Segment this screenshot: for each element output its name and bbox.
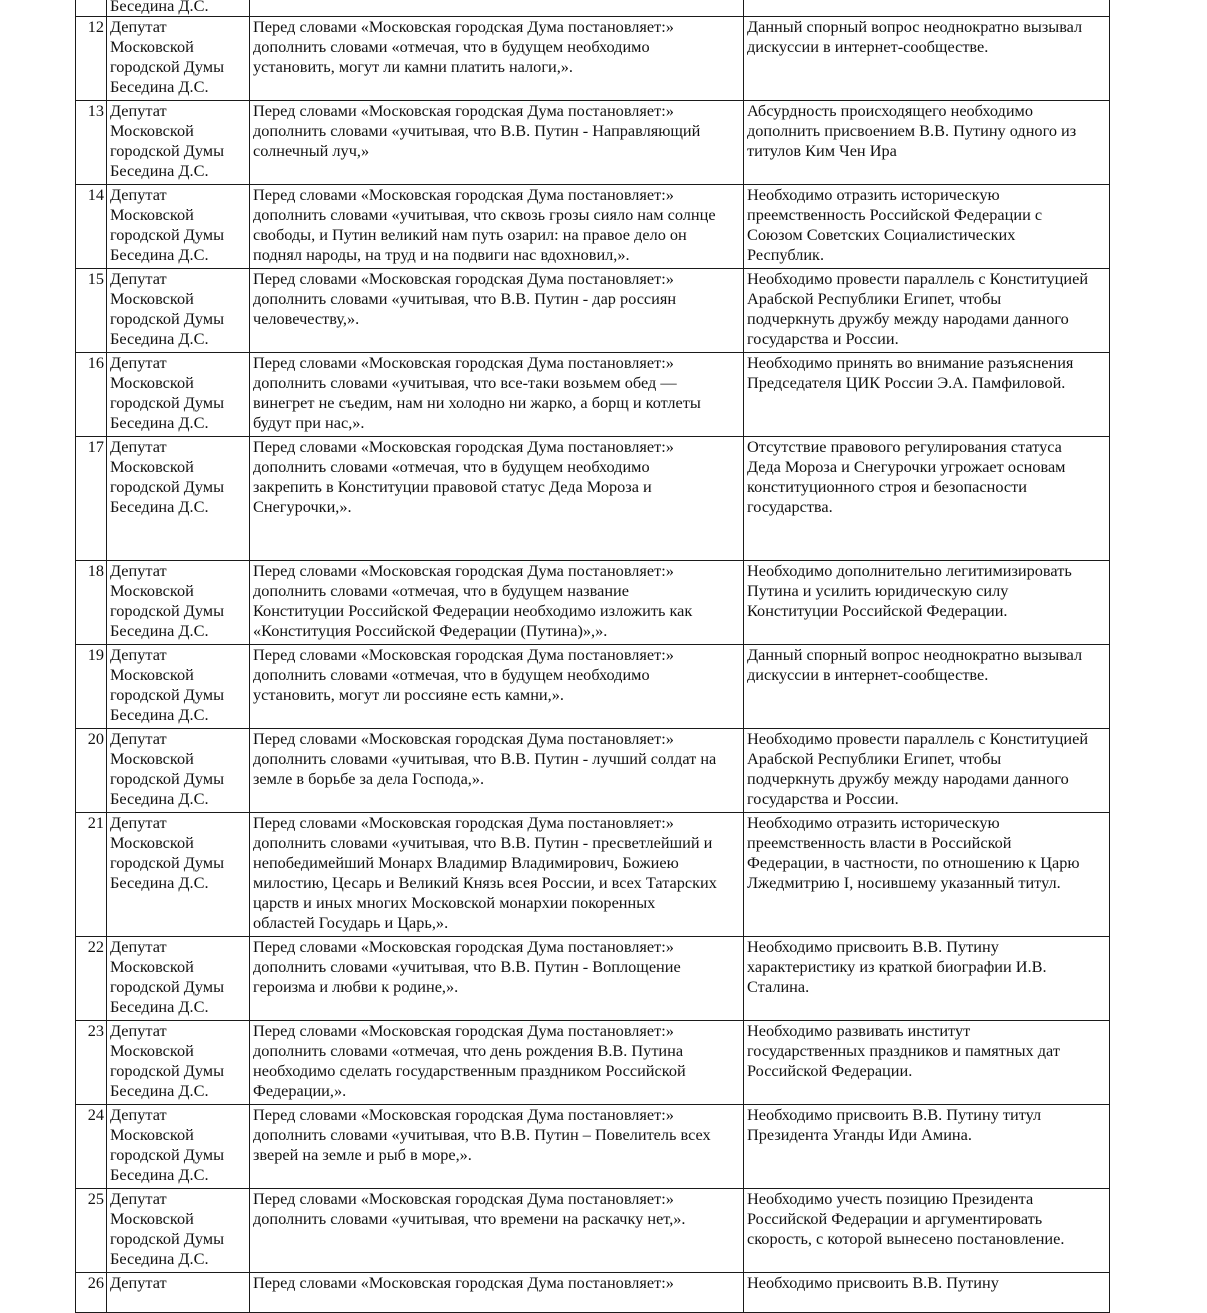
row-author: Депутат: [107, 1273, 250, 1313]
table-row: [76, 1273, 1110, 1313]
row-amendment: [250, 0, 744, 17]
table-row: [76, 1021, 1110, 1105]
row-number: 22: [76, 937, 107, 1021]
table-row: [76, 353, 1110, 437]
row-amendment: Перед словами «Московская городская Дума постановляет:» дополнить словами «отмечая, что в будущем необходимо закрепить в Конституции правовой статус Деда Мороза и Снегурочки,».: [250, 437, 744, 561]
row-amendment: Перед словами «Московская городская Дума постановляет:» дополнить словами «учитывая, что В.В. Путин – Повелитель всех зверей на земле и рыб в море,».: [250, 1105, 744, 1189]
row-number: 23: [76, 1021, 107, 1105]
row-author: Депутат Московской городской Думы Беседина Д.С.: [107, 561, 250, 645]
row-author: Депутат Московской городской Думы Беседина Д.С.: [107, 437, 250, 561]
row-number: 14: [76, 185, 107, 269]
row-justification: Необходимо отразить историческую преемственность Российской Федерации с Союзом Советских Социалистических Республик.: [744, 185, 1110, 269]
row-author: Депутат Московской городской Думы Беседина Д.С.: [107, 813, 250, 937]
table-row: [76, 0, 1110, 17]
table-row: [76, 437, 1110, 561]
row-amendment: Перед словами «Московская городская Дума постановляет:» дополнить словами «учитывая, что сквозь грозы сияло нам солнце свободы, и Путин великий нам путь озарил: на правое дело он поднял народы, на труд и на подвиги нас вдохновил,».: [250, 185, 744, 269]
row-number: 13: [76, 101, 107, 185]
row-amendment: Перед словами «Московская городская Дума постановляет:» дополнить словами «учитывая, что все-таки возьмем обед — винегрет не съедим, нам ни холодно ни жарко, а борщ и котлеты будут при нас,».: [250, 353, 744, 437]
row-justification: Необходимо присвоить В.В. Путину: [744, 1273, 1110, 1313]
row-justification: Абсурдность происходящего необходимо дополнить присвоением В.В. Путину одного из титулов Ким Чен Ира: [744, 101, 1110, 185]
row-amendment: Перед словами «Московская городская Дума постановляет:» дополнить словами «отмечая, что в будущем необходимо установить, могут ли россияне есть камни,».: [250, 645, 744, 729]
table-row: [76, 1105, 1110, 1189]
row-amendment: Перед словами «Московская городская Дума постановляет:» дополнить словами «учитывая, что времени на раскачку нет,».: [250, 1189, 744, 1273]
row-amendment: Перед словами «Московская городская Дума постановляет:» дополнить словами «учитывая, что В.В. Путин - лучший солдат на земле в борьбе за дела Господа,».: [250, 729, 744, 813]
row-author: Депутат Московской городской Думы Беседина Д.С.: [107, 937, 250, 1021]
table-row: [76, 937, 1110, 1021]
table-row: [76, 101, 1110, 185]
row-justification: Необходимо провести параллель с Конституцией Арабской Республики Египет, чтобы подчеркнуть дружбу между народами данного государства и России.: [744, 729, 1110, 813]
row-number: 15: [76, 269, 107, 353]
table-row: [76, 17, 1110, 101]
row-author: Депутат Московской городской Думы Беседина Д.С.: [107, 269, 250, 353]
row-number: 20: [76, 729, 107, 813]
row-amendment: Перед словами «Московская городская Дума постановляет:» дополнить словами «учитывая, что В.В. Путин - Направляющий солнечный луч,»: [250, 101, 744, 185]
table-row: [76, 813, 1110, 937]
row-author: Депутат Московской городской Думы Беседина Д.С.: [107, 185, 250, 269]
row-number: 26: [76, 1273, 107, 1313]
row-author: Депутат Московской городской Думы Беседина Д.С.: [107, 729, 250, 813]
row-author: Депутат Московской городской Думы Беседина Д.С.: [107, 1189, 250, 1273]
row-author: Депутат Московской городской Думы Беседина Д.С.: [107, 1105, 250, 1189]
row-justification: Данный спорный вопрос неоднократно вызывал дискуссии в интернет-сообществе.: [744, 17, 1110, 101]
row-amendment: Перед словами «Московская городская Дума постановляет:» дополнить словами «учитывая, что В.В. Путин - Воплощение героизма и любви к родине,».: [250, 937, 744, 1021]
row-number: 18: [76, 561, 107, 645]
row-author: Депутат Московской городской Думы Беседина Д.С.: [107, 645, 250, 729]
row-justification: Необходимо дополнительно легитимизировать Путина и усилить юридическую силу Конституции Российской Федерации.: [744, 561, 1110, 645]
row-justification: Необходимо присвоить В.В. Путину титул Президента Уганды Иди Амина.: [744, 1105, 1110, 1189]
row-amendment: Перед словами «Московская городская Дума постановляет:»: [250, 1273, 744, 1313]
row-justification: Необходимо провести параллель с Конституцией Арабской Республики Египет, чтобы подчеркнуть дружбу между народами данного государства и России.: [744, 269, 1110, 353]
table-row: [76, 729, 1110, 813]
row-justification: Отсутствие правового регулирования статуса Деда Мороза и Снегурочки угрожает основам конституционного строя и безопасности государства.: [744, 437, 1110, 561]
row-amendment: Перед словами «Московская городская Дума постановляет:» дополнить словами «отмечая, что день рождения В.В. Путина необходимо сделать государственным праздником Российской Федерации,».: [250, 1021, 744, 1105]
row-justification: Необходимо отразить историческую преемственность власти в Российской Федерации, в частности, по отношению к Царю Лжедмитрию I, носившему указанный титул.: [744, 813, 1110, 937]
row-author: Депутат Московской городской Думы Беседина Д.С.: [107, 101, 250, 185]
row-author: Депутат Московской городской Думы Беседина Д.С.: [107, 17, 250, 101]
amendments-table-body: [76, 0, 1110, 1313]
amendments-document: [75, 0, 1109, 1313]
row-number: 19: [76, 645, 107, 729]
row-justification: Необходимо присвоить В.В. Путину характеристику из краткой биографии И.В. Сталина.: [744, 937, 1110, 1021]
row-author: Беседина Д.С.: [107, 0, 250, 17]
row-amendment: Перед словами «Московская городская Дума постановляет:» дополнить словами «учитывая, что В.В. Путин - пресветлейший и непобедимейший Монарх Владимир Владимирович, Божиею милостию, Цесарь и Великий Князь всея России, и всех Татарских царств и иных многих Московской монархии покоренных областей Государь и Царь,».: [250, 813, 744, 937]
table-row: [76, 561, 1110, 645]
amendments-table: [75, 0, 1110, 1313]
row-justification: [744, 0, 1110, 17]
table-row: [76, 1189, 1110, 1273]
row-number: 24: [76, 1105, 107, 1189]
row-amendment: Перед словами «Московская городская Дума постановляет:» дополнить словами «отмечая, что в будущем название Конституции Российской Федерации необходимо изложить как «Конституция Российской Федерации (Путина)»,».: [250, 561, 744, 645]
row-number: 21: [76, 813, 107, 937]
row-justification: Необходимо принять во внимание разъяснения Председателя ЦИК России Э.А. Памфиловой.: [744, 353, 1110, 437]
row-number: 25: [76, 1189, 107, 1273]
table-row: [76, 645, 1110, 729]
row-author: Депутат Московской городской Думы Беседина Д.С.: [107, 1021, 250, 1105]
row-number: 16: [76, 353, 107, 437]
row-number: 12: [76, 17, 107, 101]
row-amendment: Перед словами «Московская городская Дума постановляет:» дополнить словами «учитывая, что В.В. Путин - дар россиян человечеству,».: [250, 269, 744, 353]
row-justification: Данный спорный вопрос неоднократно вызывал дискуссии в интернет-сообществе.: [744, 645, 1110, 729]
row-number: 17: [76, 437, 107, 561]
table-row: [76, 269, 1110, 353]
row-justification: Необходимо учесть позицию Президента Российской Федерации и аргументировать скорость, с которой вынесено постановление.: [744, 1189, 1110, 1273]
row-amendment: Перед словами «Московская городская Дума постановляет:» дополнить словами «отмечая, что в будущем необходимо установить, могут ли камни платить налоги,».: [250, 17, 744, 101]
row-justification: Необходимо развивать институт государственных праздников и памятных дат Российской Федерации.: [744, 1021, 1110, 1105]
row-author: Депутат Московской городской Думы Беседина Д.С.: [107, 353, 250, 437]
table-row: [76, 185, 1110, 269]
row-number: [76, 0, 107, 17]
